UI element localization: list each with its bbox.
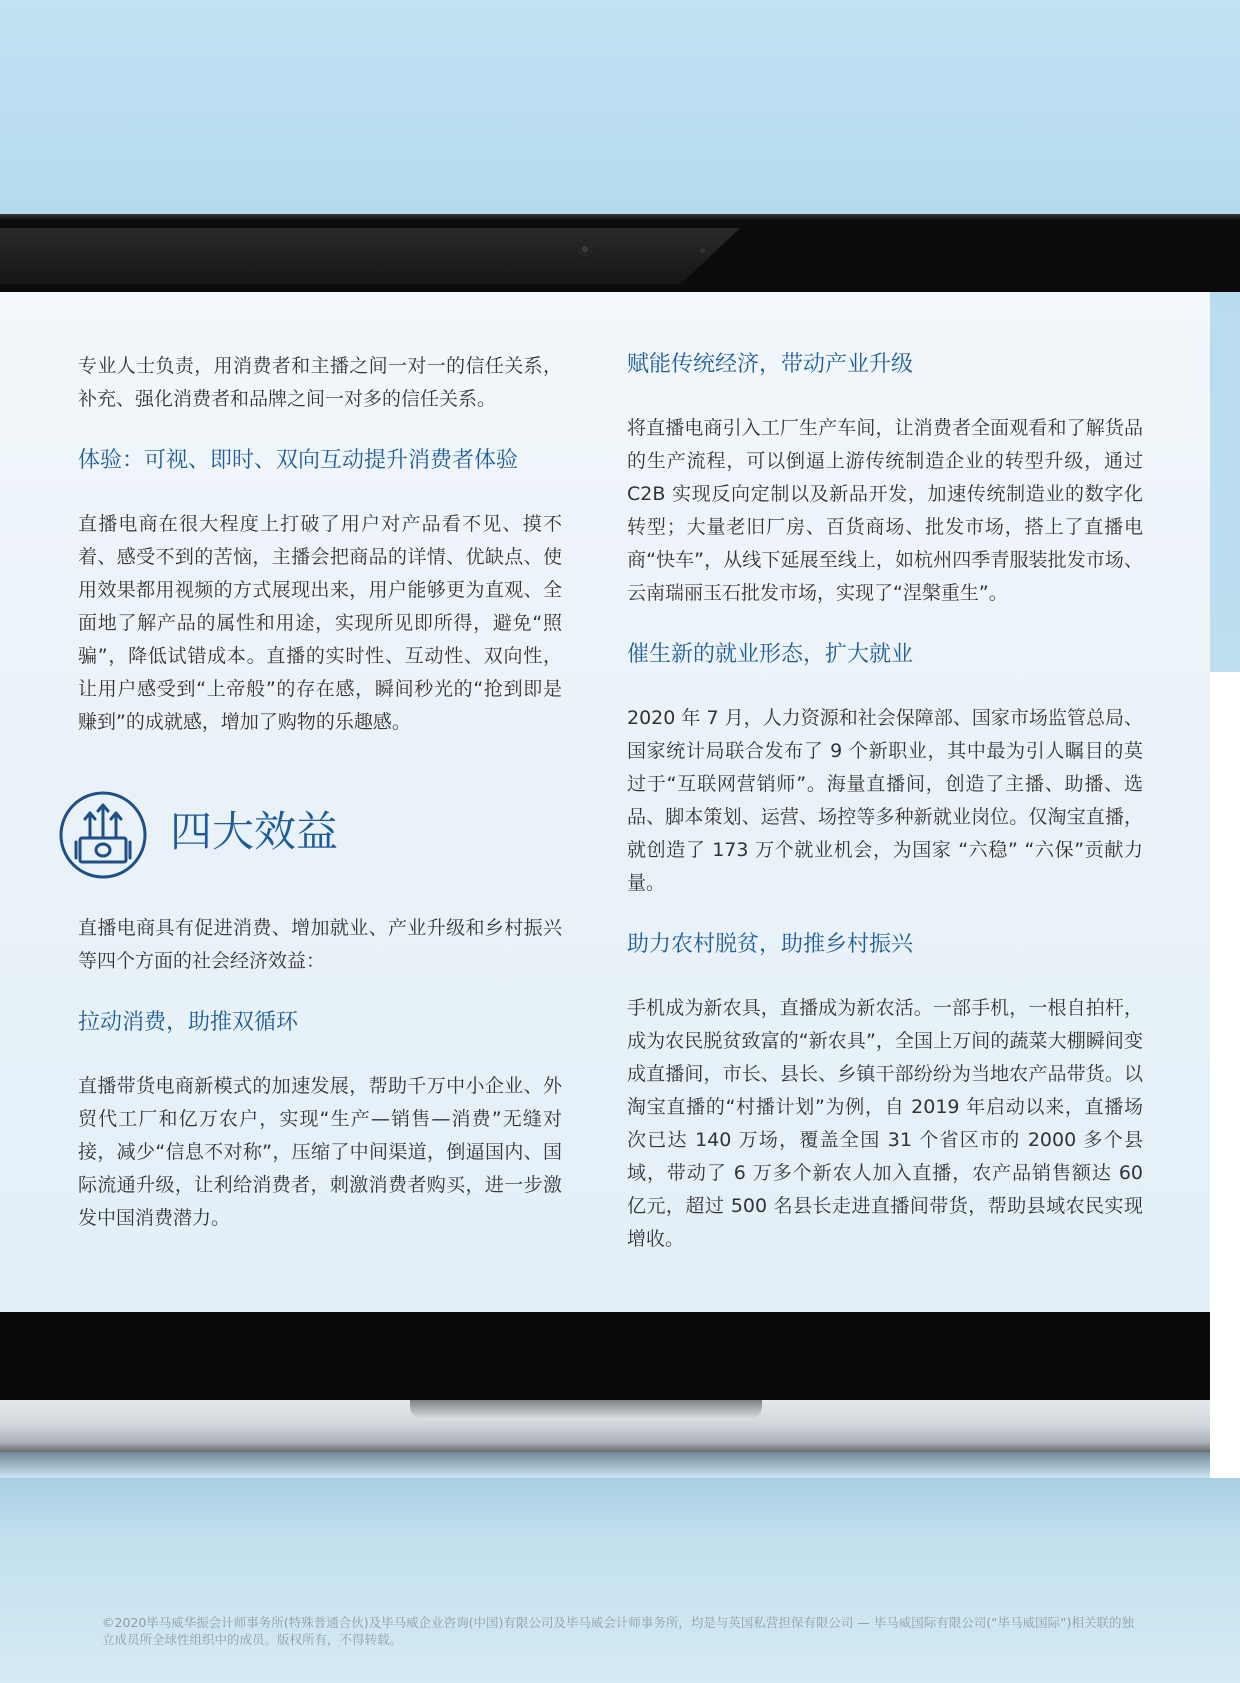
webcam-icon xyxy=(577,241,593,257)
heading-rural: 助力农村脱贫，助推乡村振兴 xyxy=(627,932,914,957)
consumption-paragraph: 直播带货电商新模式的加速发展，帮助千万中小企业、外贸代工厂和亿万农户，实现“生产—销售—消费”无缝对接，减少“信息不对称”，压缩了中间渠道，倒逼国内、国际流通升级，让利给消费者，刺激消费者购买，进一步激发中国消费潜力。 xyxy=(78,1075,562,1229)
heading-employment: 催生新的就业形态，扩大就业 xyxy=(627,642,914,667)
section-header xyxy=(58,790,558,884)
sky-background xyxy=(0,0,1240,215)
left-column-lower xyxy=(78,912,562,1235)
laptop-shadow xyxy=(0,1452,1210,1478)
employment-paragraph: 2020 年 7 月，人力资源和社会保障部、国家市场监管总局、国家统计局联合发布了 9 个新职业，其中最为引人瞩目的莫过于“互联网营销师”。海量直播间，创造了主播、助播、选品、脚本策划、运营、场控等多种新就业岗位。仅淘宝直播，就创造了 173 万个就业机会，为国家 “六稳” “六保”贡献力量。 xyxy=(627,707,1143,894)
rural-paragraph: 手机成为新农具，直播成为新农活。一部手机，一根自拍杆，成为农民脱贫致富的“新农具”，全国上万间的蔬菜大棚瞬间变成直播间，市长、县长、乡镇干部纷纷为当地农产品带货。以淘宝直播的“村播计划”为例，自 2019 年启动以来，直播场次已达 140 万场，覆盖全国 31 个省区市的 2000 多个县域，带动了 6 万多个新农人加入直播，农产品销售额达 60 亿元，超过 500 名县长走进直播间带货，帮助县域农民实现增收。 xyxy=(627,997,1143,1250)
section-title: 四大效益 xyxy=(170,807,339,856)
heading-industry: 赋能传统经济，带动产业升级 xyxy=(627,352,914,377)
heading-consumption: 拉动消费，助推双循环 xyxy=(78,1010,299,1035)
right-column xyxy=(627,350,1143,1256)
experience-paragraph: 直播电商在很大程度上打破了用户对产品看不见、摸不着、感受不到的苦恼，主播会把商品的详情、优缺点、使用效果都用视频的方式展现出来，用户能够更为直观、全面地了解产品的属性和用途，实现所见即所得，避免“照骗”，降低试错成本。直播的实时性、互动性、双向性，让用户感受到“上帝般”的存在感，瞬间秒光的“抢到即是赚到”的成就感，增加了购物的乐趣感。 xyxy=(78,513,562,733)
page-edge-strip xyxy=(1210,672,1240,1540)
left-column xyxy=(78,350,562,739)
intro-paragraph: 专业人士负责，用消费者和主播之间一对一的信任关系，补充、强化消费者和品牌之间一对多的信任关系。 xyxy=(78,355,562,410)
industry-paragraph: 将直播电商引入工厂生产车间，让消费者全面观看和了解货品的生产流程，可以倒逼上游传统制造企业的转型升级，通过 C2B 实现反向定制以及新品开发，加速传统制造业的数字化转型；大量老旧厂房、百货商场、批发市场，搭上了直播电商“快车”，从线下延展至线上，如杭州四季青服装批发市场、云南瑞丽玉石批发市场，实现了“涅槃重生”。 xyxy=(627,417,1143,604)
laptop-bottom-bezel xyxy=(0,1312,1210,1400)
desk-background xyxy=(0,1478,1240,1683)
copyright-footer: ©2020毕马威华振会计师事务所(特殊普通合伙)及毕马威企业咨询(中国)有限公司及毕马威会计师事务所，均是与英国私营担保有限公司 — 毕马威国际有限公司(“毕马威国际”)相关联的独立成员所全球性组织中的成员。版权所有，不得转载。 xyxy=(102,1615,1134,1647)
benefits-paragraph: 直播电商具有促进消费、增加就业、产业升级和乡村振兴等四个方面的社会经济效益： xyxy=(78,917,562,972)
money-growth-arrows-icon xyxy=(58,790,148,880)
heading-experience: 体验：可视、即时、双向互动提升消费者体验 xyxy=(78,448,519,473)
bezel-glare xyxy=(0,228,740,284)
light-sensor xyxy=(700,248,705,253)
laptop-open-notch xyxy=(410,1400,762,1420)
